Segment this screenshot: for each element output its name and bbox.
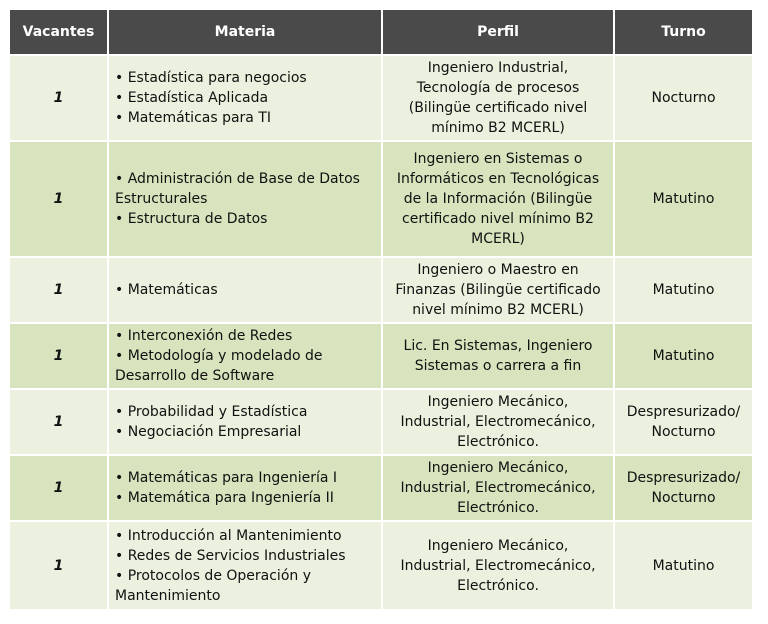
cell-perfil	[382, 521, 614, 609]
cell-turno	[614, 521, 752, 609]
table-row	[10, 389, 752, 455]
cell-turno-line: Nocturno	[651, 490, 716, 506]
cell-turno-line: Matutino	[652, 282, 715, 298]
cell-perfil-line: certificado nivel mínimo B2	[402, 211, 594, 227]
cell-perfil-line: Electrónico.	[457, 577, 539, 594]
cell-perfil-line: Ingeniero Mecánico,	[427, 460, 569, 476]
cell-perfil-line: mínimo B2 MCERL)	[431, 120, 565, 136]
cell-materia-line: Mantenimiento	[115, 587, 221, 604]
cell-perfil	[382, 323, 614, 389]
table-row	[10, 257, 752, 323]
cell-vacantes: 1	[10, 323, 108, 389]
vacancies-table	[10, 10, 752, 609]
cell-turno-line: Matutino	[652, 557, 715, 574]
cell-materia-line: • Protocolos de Operación y	[115, 567, 311, 584]
cell-perfil-line: Industrial, Electromecánico,	[400, 414, 596, 430]
cell-vacantes: 1	[10, 455, 108, 521]
cell-materia-line: • Estadística Aplicada	[115, 90, 269, 106]
cell-materia-line: • Estructura de Datos	[115, 211, 268, 227]
cell-perfil-line: Finanzas (Bilingüe certificado	[395, 282, 601, 298]
cell-perfil-line: Ingeniero Mecánico,	[427, 537, 569, 554]
cell-materia-line: • Matemática para Ingeniería II	[115, 490, 334, 506]
header-vacantes: Vacantes	[10, 10, 108, 55]
cell-materia	[108, 55, 382, 141]
cell-perfil-line: Ingeniero o Maestro en	[417, 262, 579, 278]
cell-turno-line: Matutino	[652, 348, 715, 364]
cell-materia	[108, 257, 382, 323]
cell-materia-line: • Negociación Empresarial	[115, 424, 302, 440]
cell-turno	[614, 389, 752, 455]
cell-turno-line: Nocturno	[651, 90, 716, 106]
cell-turno	[614, 55, 752, 141]
cell-materia-line: • Estadística para negocios	[115, 70, 307, 86]
table-row	[10, 455, 752, 521]
cell-perfil-line: Electrónico.	[457, 500, 539, 516]
cell-materia-line: Desarrollo de Software	[115, 368, 275, 384]
cell-perfil-line: Industrial, Electromecánico,	[400, 480, 596, 496]
table-row	[10, 55, 752, 141]
vacancies-table-container	[10, 10, 752, 609]
cell-materia-line: Estructurales	[115, 191, 208, 207]
cell-perfil-line: Informáticos en Tecnológicas	[396, 171, 600, 187]
cell-vacantes: 1	[10, 55, 108, 141]
cell-turno	[614, 323, 752, 389]
cell-perfil-line: Lic. En Sistemas, Ingeniero	[403, 338, 593, 354]
cell-materia-line: • Administración de Base de Datos	[115, 171, 360, 187]
cell-materia-line: • Introducción al Mantenimiento	[115, 527, 342, 544]
cell-vacantes: 1	[10, 141, 108, 257]
cell-perfil	[382, 257, 614, 323]
cell-perfil-line: Sistemas o carrera a fin	[414, 358, 582, 374]
cell-turno	[614, 257, 752, 323]
cell-materia	[108, 455, 382, 521]
cell-perfil-line: MCERL)	[471, 231, 525, 247]
cell-materia	[108, 389, 382, 455]
cell-materia-line: • Metodología y modelado de	[115, 348, 323, 364]
cell-perfil-line: nivel mínimo B2 MCERL)	[412, 302, 584, 318]
cell-materia	[108, 521, 382, 609]
cell-materia-line: • Interconexión de Redes	[115, 328, 293, 344]
cell-turno-line: Despresurizado/	[626, 470, 741, 486]
cell-perfil-line: Ingeniero Industrial,	[427, 60, 569, 76]
cell-perfil-line: Ingeniero en Sistemas o	[413, 151, 583, 167]
header-materia: Materia	[108, 10, 382, 55]
cell-materia	[108, 141, 382, 257]
cell-perfil-line: Industrial, Electromecánico,	[400, 557, 596, 574]
cell-perfil-line: de la Información (Bilingüe	[403, 191, 593, 207]
cell-turno	[614, 141, 752, 257]
cell-perfil	[382, 55, 614, 141]
cell-materia-line: • Probabilidad y Estadística	[115, 404, 308, 420]
header-turno: Turno	[614, 10, 752, 55]
cell-materia	[108, 323, 382, 389]
cell-turno-line: Despresurizado/	[626, 404, 741, 420]
cell-perfil	[382, 389, 614, 455]
cell-vacantes: 1	[10, 257, 108, 323]
cell-perfil-line: Tecnología de procesos	[416, 80, 580, 96]
cell-perfil-line: Electrónico.	[457, 434, 539, 450]
table-row	[10, 141, 752, 257]
cell-materia-line: • Matemáticas para TI	[115, 110, 272, 126]
table-row	[10, 521, 752, 609]
header-perfil: Perfil	[382, 10, 614, 55]
table-row	[10, 323, 752, 389]
cell-vacantes: 1	[10, 389, 108, 455]
cell-materia-line: • Matemáticas para Ingeniería I	[115, 470, 338, 486]
cell-turno	[614, 455, 752, 521]
cell-materia-line: • Matemáticas	[115, 282, 218, 298]
cell-materia-line: • Redes de Servicios Industriales	[115, 547, 346, 564]
cell-perfil-line: Ingeniero Mecánico,	[427, 394, 569, 410]
cell-perfil-line: (Bilingüe certificado nivel	[408, 100, 588, 116]
cell-vacantes: 1	[10, 521, 108, 609]
table-header-row	[10, 10, 752, 55]
cell-perfil	[382, 455, 614, 521]
cell-perfil	[382, 141, 614, 257]
cell-turno-line: Nocturno	[651, 424, 716, 440]
cell-turno-line: Matutino	[652, 191, 715, 207]
